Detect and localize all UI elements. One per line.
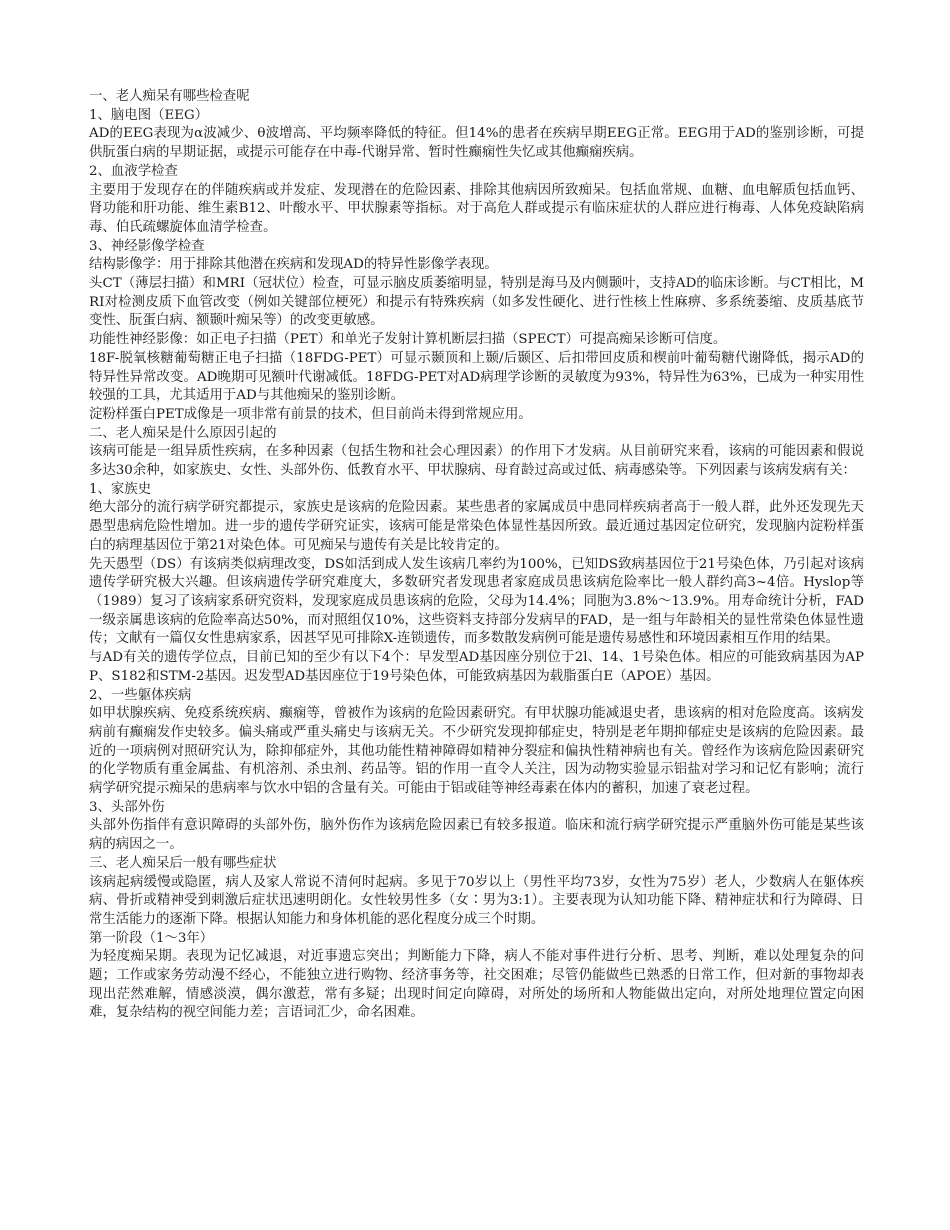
document-body bbox=[89, 88, 864, 1023]
section-heading-causes: 二、老人痴呆是什么原因引起的 bbox=[89, 425, 277, 441]
paragraph-eeg: AD的EEG表现为α波减少、θ波增高、平均频率降低的特征。但14%的患者在疾病早期EEG正常。EEG用于AD的鉴别诊断，可提供朊蛋白病的早期证据，或提示可能存在中毒-代谢异常、暂时性癫痫性失忆或其他癫痫疾病。 bbox=[89, 126, 864, 161]
paragraph-amyloid-pet: 淀粉样蛋白PET成像是一项非常有前景的技术，但目前尚未得到常规应用。 bbox=[89, 406, 532, 422]
paragraph-genetic-loci: 与AD有关的遗传学位点，目前已知的至少有以下4个：早发型AD基因座分别位于2l、14、1号染色体。相应的可能致病基因为APP、S182和STM-2基因。迟发型AD基因座位于19号染色体，可能致病基因为载脂蛋白E（APOE）基因。 bbox=[89, 650, 864, 684]
paragraph-fdg-pet: 18F-脱氧核糖葡萄糖正电子扫描（18FDG-PET）可显示颞顶和上颞/后颞区、后扣带回皮质和楔前叶葡萄糖代谢降低，揭示AD的特异性异常改变。AD晚期可见额叶代谢减低。18FDG-PET对AD病理学诊断的灵敏度为93%，特异性为63%，已成为一种实用性较强的工具，尤其适用于AD与其他痴呆的鉴别诊断。 bbox=[89, 350, 864, 404]
paragraph-stage-one: 为轻度痴呆期。表现为记忆减退，对近事遗忘突出；判断能力下降，病人不能对事件进行分析、思考、判断，难以处理复杂的问题；工作或家务劳动漫不经心，不能独立进行购物、经济事务等，社交困难；尽管仍能做些已熟悉的日常工作，但对新的事物却表现出茫然难解，情感淡漠，偶尔激惹，常有多疑；出现时间定向障碍，对所处的场所和人物能做出定向，对所处地理位置定向困难，复杂结构的视空间能力差；言语词汇少，命名困难。 bbox=[89, 949, 864, 1021]
subheading-physical-diseases: 2、一些躯体疾病 bbox=[89, 687, 192, 703]
section-heading-exams: 一、老人痴呆有哪些检查呢 bbox=[89, 89, 250, 104]
paragraph-blood-tests: 主要用于发现存在的伴随疾病或并发症、发现潜在的危险因素、排除其他病因所致痴呆。包括血常规、血糖、血电解质包括血钙、肾功能和肝功能、维生素B12、叶酸水平、甲状腺素等指标。对于高危人群或提示有临床症状的人群应进行梅毒、人体免疫缺陷病毒、伯氏疏螺旋体血清学检查。 bbox=[89, 182, 864, 235]
paragraph-head-trauma: 头部外伤指伴有意识障碍的头部外伤，脑外伤作为该病危险因素已有较多报道。临床和流行病学研究提示严重脑外伤可能是某些该病的病因之一。 bbox=[89, 818, 864, 853]
section-heading-symptoms: 三、老人痴呆后一般有哪些症状 bbox=[89, 855, 277, 871]
paragraph-down-syndrome: 先天愚型（DS）有该病类似病理改变，DS如活到成人发生该病几率约为100%，已知DS致病基因位于21号染色体，乃引起对该病遗传学研究极大兴趣。但该病遗传学研究难度大，多数研究者发现患者家庭成员患该病危险率比一般人群约高3~4倍。Hyslop等（1989）复习了该病家系研究资料，发现家庭成员患该病的危险，父母为14.4%；同胞为3.8%～13.9%。用寿命统计分析，FAD一级亲属患该病的危险率高达50%，而对照组仅10%，这些资料支持部分发病早的FAD，是一组与年龄相关的显性常染色体显性遗传；文献有一篇仅女性患病家系，因甚罕见可排除X-连锁遗传，而多数散发病例可能是遗传易感性和环境因素相互作用的结果。 bbox=[89, 556, 864, 647]
paragraph-causes-intro: 该病可能是一组异质性疾病，在多种因素（包括生物和社会心理因素）的作用下才发病。从目前研究来看，该病的可能因素和假说多达30余种，如家族史、女性、头部外伤、低教育水平、甲状腺病、母育龄过高或过低、病毒感染等。下列因素与该病发病有关： bbox=[89, 444, 864, 479]
paragraph-family-history: 绝大部分的流行病学研究都提示，家族史是该病的危险因素。某些患者的家属成员中患同样疾病者高于一般人群，此外还发现先天愚型患病危险性增加。进一步的遗传学研究证实，该病可能是常染色体显性基因所致。最近通过基因定位研究，发现脑内淀粉样蛋白的病理基因位于第21对染色体。可见痴呆与遗传有关是比较肯定的。 bbox=[89, 500, 864, 553]
paragraph-symptoms-intro: 该病起病缓慢或隐匿，病人及家人常说不清何时起病。多见于70岁以上（男性平均73岁，女性为75岁）老人，少数病人在躯体疾病、骨折或精神受到刺激后症状迅速明朗化。女性较男性多（女∶男为3:1）。主要表现为认知功能下降、精神症状和行为障碍、日常生活能力的逐渐下降。根据认知能力和身体机能的恶化程度分成三个时期。 bbox=[89, 874, 864, 927]
subheading-eeg: 1、脑电图（EEG） bbox=[89, 107, 209, 123]
subheading-family-history: 1、家族史 bbox=[89, 481, 152, 497]
paragraph-physical-diseases: 如甲状腺疾病、免疫系统疾病、癫痫等，曾被作为该病的危险因素研究。有甲状腺功能减退史者，患该病的相对危险度高。该病发病前有癫痫发作史较多。偏头痛或严重头痛史与该病无关。不少研究发现抑郁症史，特别是老年期抑郁症史是该病的危险因素。最近的一项病例对照研究认为，除抑郁症外，其他功能性精神障碍如精神分裂症和偏执性精神病也有关。曾经作为该病危险因素研究的化学物质有重金属盐、有机溶剂、杀虫剂、药品等。铝的作用一直令人关注，因为动物实验显示铝盐对学习和记忆有影响；流行病学研究提示痴呆的患病率与饮水中铝的含量有关。可能由于铝或硅等神经毒素在体内的蓄积，加速了衰老过程。 bbox=[89, 706, 864, 797]
subheading-head-trauma: 3、头部外伤 bbox=[89, 799, 165, 815]
paragraph-ct-mri: 头CT（薄层扫描）和MRI（冠状位）检查，可显示脑皮质萎缩明显，特别是海马及内侧颞叶，支持AD的临床诊断。与CT相比，MRI对检测皮质下血管改变（例如关键部位梗死）和提示有特殊疾病（如多发性硬化、进行性核上性麻痹、多系统萎缩、皮质基底节变性、朊蛋白病、额颞叶痴呆等）的改变更敏感。 bbox=[89, 276, 864, 329]
paragraph-functional-imaging: 功能性神经影像：如正电子扫描（PET）和单光子发射计算机断层扫描（SPECT）可提高痴呆诊断可信度。 bbox=[89, 332, 727, 348]
paragraph-structural-imaging: 结构影像学：用于排除其他潜在疾病和发现AD的特异性影像学表现。 bbox=[89, 257, 498, 273]
subheading-stage-one: 第一阶段（1～3年） bbox=[89, 930, 214, 946]
subheading-neuroimaging: 3、神经影像学检查 bbox=[89, 238, 205, 254]
subheading-blood-tests: 2、血液学检查 bbox=[89, 163, 178, 179]
